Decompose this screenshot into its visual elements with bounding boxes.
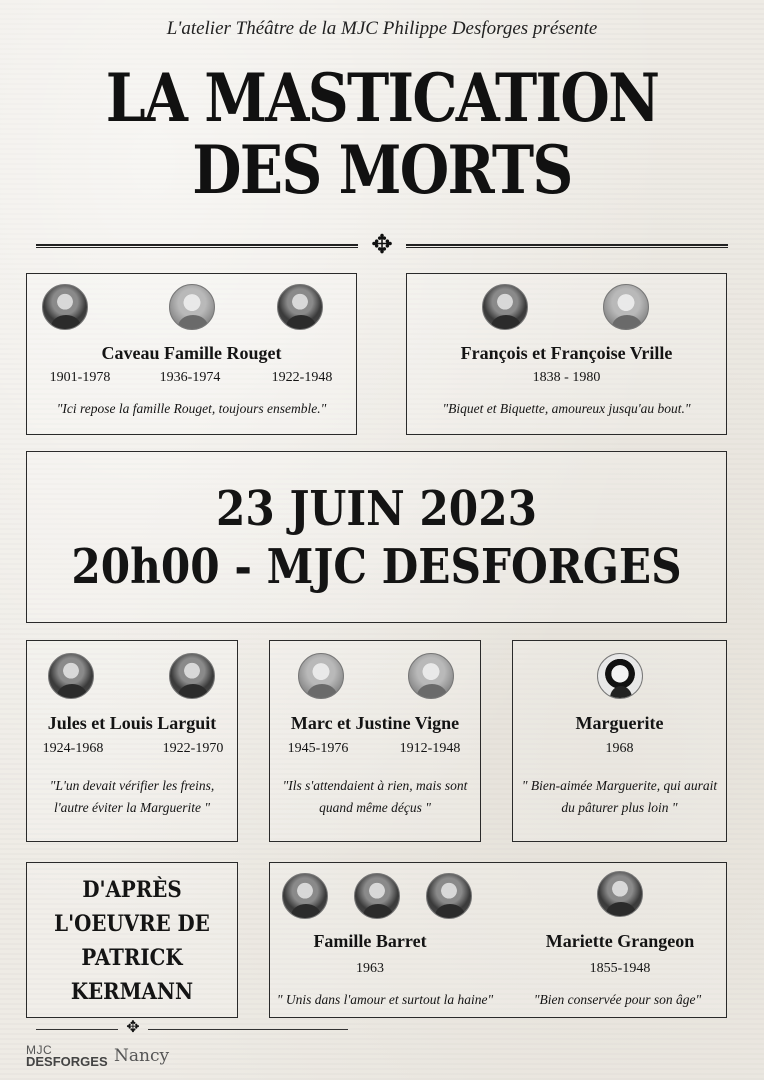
grave-epitaph: " Unis dans l'amour et surtout la haine" — [276, 992, 494, 1007]
fleuron-icon: ✥ — [371, 230, 393, 259]
grave-card-vigne — [269, 640, 481, 842]
credit-line: KERMANN — [70, 979, 194, 1005]
grave-dates: 1936-1974 — [159, 370, 221, 385]
grave-name: Mariette Grangeon — [545, 931, 695, 951]
portrait-photo-icon — [42, 284, 88, 330]
grave-name: Marguerite — [575, 713, 664, 733]
divider-line-right — [406, 244, 728, 248]
footer-divider — [36, 1020, 436, 1040]
credit-line: D'APRÈS — [82, 877, 182, 903]
grave-epitaph — [27, 775, 237, 819]
epitaph-line: "Ils s'attendaient à rien, mais sont — [282, 778, 468, 793]
epitaph-line: quand même déçus " — [319, 800, 431, 815]
grave-name: Jules et Louis Larguit — [47, 713, 217, 733]
grave-card-vrille — [406, 273, 727, 435]
portrait-photo-icon — [603, 284, 649, 330]
cow-photo-icon — [597, 653, 643, 699]
epitaph-line: l'autre éviter la Marguerite " — [53, 800, 211, 815]
grave-name: François et Françoise Vrille — [460, 343, 673, 363]
grave-dates: 1838 - 1980 — [532, 370, 601, 385]
grave-card-rouget — [26, 273, 357, 435]
portrait-photo-icon — [408, 653, 454, 699]
epitaph-line: " Bien-aimée Marguerite, qui aurait — [521, 778, 718, 793]
portrait-photo-icon — [169, 653, 215, 699]
grave-name: Famille Barret — [313, 931, 427, 951]
header-divider — [36, 230, 728, 259]
credit-text — [38, 873, 227, 1009]
mjc-desforges-logo — [26, 1044, 108, 1068]
epitaph-line: du pâturer plus loin " — [561, 800, 678, 815]
grave-epitaph — [270, 775, 480, 819]
grave-dates: 1945-1976 — [287, 741, 349, 756]
credit-line: PATRICK — [81, 945, 183, 971]
portrait-photo-icon — [426, 873, 472, 919]
portrait-photo-icon — [277, 284, 323, 330]
grave-name: Caveau Famille Rouget — [101, 343, 282, 363]
nancy-logo: Nancy — [114, 1046, 170, 1066]
divider-line-left — [36, 1029, 118, 1032]
grave-card-larguit — [26, 640, 238, 842]
grave-epitaph: "Biquet et Biquette, amoureux jusqu'au bout." — [442, 401, 691, 416]
portrait-photo-icon — [298, 653, 344, 699]
grave-card-barret-grangeon — [269, 862, 727, 1018]
grave-epitaph: "Bien conservée pour son âge" — [533, 992, 702, 1007]
event-time-place: 20h00 - MJC DESFORGES — [71, 539, 682, 595]
grave-dates: 1922-1948 — [271, 370, 333, 385]
grave-dates: 1924-1968 — [42, 741, 104, 756]
logo-mjc-line-2: DESFORGES — [26, 1054, 108, 1069]
play-title-line-2: DES MORTS — [192, 131, 572, 209]
portrait-photo-icon — [282, 873, 328, 919]
play-title-line-1: LA MASTICATION — [105, 59, 659, 137]
grave-name: Marc et Justine Vigne — [290, 713, 460, 733]
portrait-photo-icon — [169, 284, 215, 330]
grave-card-marguerite — [512, 640, 727, 842]
event-box — [26, 451, 727, 623]
grave-epitaph — [513, 775, 726, 819]
grave-dates: 1912-1948 — [399, 741, 461, 756]
epitaph-line: "L'un devait vérifier les freins, — [49, 778, 215, 793]
portrait-photo-icon — [597, 871, 643, 917]
grave-dates: 1855-1948 — [589, 961, 651, 976]
grave-dates: 1901-1978 — [49, 370, 111, 385]
divider-line-left — [36, 244, 358, 248]
grave-epitaph: "Ici repose la famille Rouget, toujours ensemble." — [56, 401, 327, 416]
portrait-photo-icon — [354, 873, 400, 919]
grave-dates: 1922-1970 — [162, 741, 224, 756]
logo-mjc-line-1: MJC — [26, 1043, 53, 1057]
grave-dates: 1963 — [356, 961, 384, 976]
portrait-photo-icon — [482, 284, 528, 330]
fleuron-icon: ✥ — [126, 1019, 140, 1036]
play-title — [53, 59, 710, 209]
presenter-tagline: L'atelier Théâtre de la MJC Philippe Desforges présente — [166, 18, 598, 39]
grave-dates: 1968 — [605, 741, 634, 756]
credit-box — [26, 862, 238, 1018]
event-date: 23 JUIN 2023 — [216, 481, 537, 537]
divider-line-right — [148, 1029, 348, 1032]
credit-line: L'OEUVRE DE — [54, 911, 210, 937]
portrait-photo-icon — [48, 653, 94, 699]
